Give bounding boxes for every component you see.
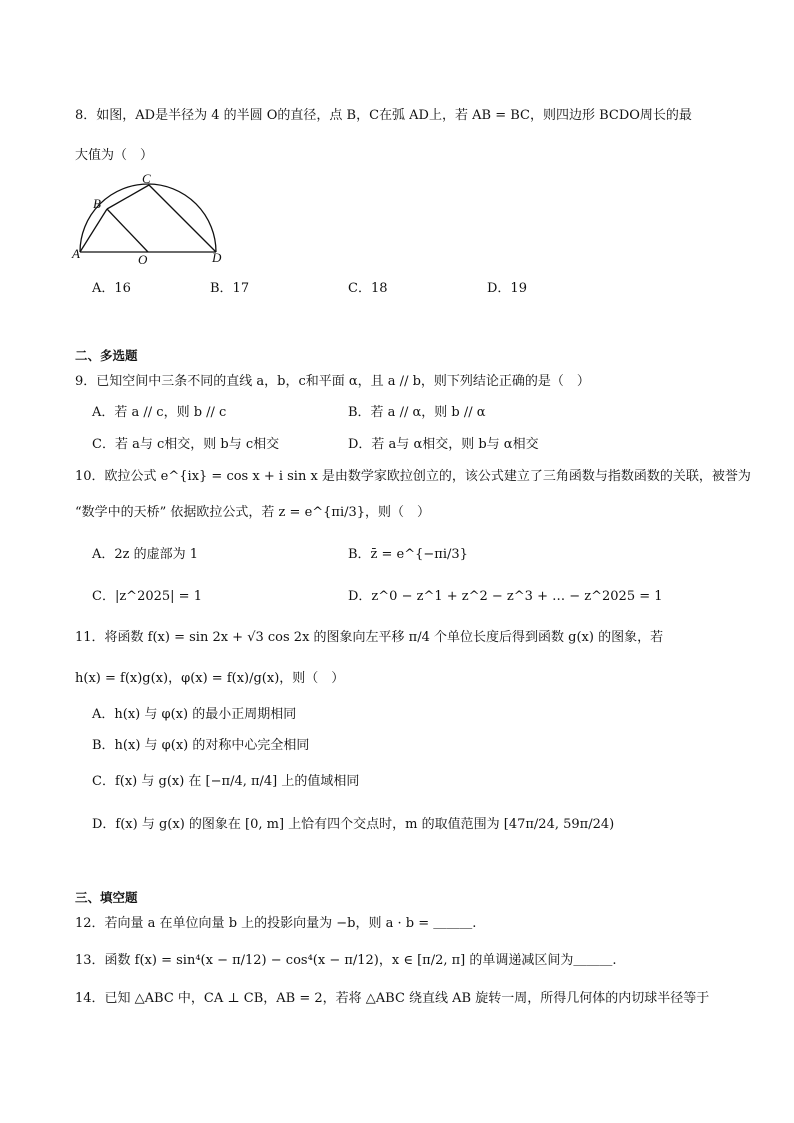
q9-option-a: A．若 a // c，则 b // c	[92, 405, 227, 420]
q8-option-d: D．19	[487, 281, 527, 296]
q10-option-d: D．z^0 − z^1 + z^2 − z^3 + … − z^2025 = 1	[348, 589, 663, 604]
q8-line2: 大值为（ ）	[75, 148, 154, 163]
q10-option-b: B．z̄ = e^{−πi/3}	[348, 547, 468, 562]
q10-option-c: C．|z^2025| = 1	[92, 589, 202, 604]
q9-stem: 9．已知空间中三条不同的直线 a，b，c和平面 α，且 a // b，则下列结论正确的是（ ）	[75, 374, 590, 389]
q10-option-a: A．2z 的虚部为 1	[92, 547, 199, 562]
q13-line: 13．函数 f(x) = sin⁴(x − π/12) − cos⁴(x − π/12)，x ∈ [π/2, π] 的单调递减区间为＿＿＿.	[75, 953, 617, 968]
q11-option-d: D．f(x) 与 g(x) 的图象在 [0, m] 上恰有四个交点时，m 的取值范围为 [47π/24, 59π/24)	[92, 817, 615, 832]
q9-option-c: C．若 a与 c相交，则 b与 c相交	[92, 437, 280, 452]
label-C: C	[142, 172, 151, 186]
q11-option-b: B．h(x) 与 φ(x) 的对称中心完全相同	[92, 738, 310, 753]
q14-line: 14．已知 △ABC 中，CA ⊥ CB，AB = 2，若将 △ABC 绕直线 AB 旋转一周，所得几何体的内切球半径等于	[75, 991, 710, 1006]
semicircle-figure	[70, 172, 230, 267]
q8-option-c: C．18	[348, 281, 388, 296]
q10-line1: 10．欧拉公式 e^{ix} = cos x + i sin x 是由数学家欧拉创立的，该公式建立了三角函数与指数函数的关联，被誉为	[75, 469, 751, 484]
q8-line1: 8．如图，AD是半径为 4 的半圆 O的直径，点 B，C在弧 AD上，若 AB = BC，则四边形 BCDO周长的最	[75, 108, 692, 123]
q12-line: 12．若向量 a 在单位向量 b 上的投影向量为 −b，则 a · b = ＿＿＿.	[75, 916, 477, 931]
section-heading-fill: 三、填空题	[75, 890, 138, 905]
q9-option-b: B．若 a // α，则 b // α	[348, 405, 486, 420]
q11-line2: h(x) = f(x)g(x)，φ(x) = f(x)/g(x)，则（ ）	[75, 671, 345, 686]
q11-line1: 11．将函数 f(x) = sin 2x + √3 cos 2x 的图象向左平移 π/4 个单位长度后得到函数 g(x) 的图象，若	[75, 630, 664, 645]
label-D: D	[212, 250, 222, 265]
q11-option-c: C．f(x) 与 g(x) 在 [−π/4, π/4] 上的值域相同	[92, 774, 360, 789]
q10-line2: “数学中的天桥” 依据欧拉公式，若 z = e^{πi/3}，则（ ）	[75, 505, 431, 520]
label-B: B	[93, 196, 101, 211]
q8-option-b: B．17	[210, 281, 250, 296]
label-A: A	[72, 246, 80, 261]
q11-option-a: A．h(x) 与 φ(x) 的最小正周期相同	[92, 707, 297, 722]
section-heading-multi: 二、多选题	[75, 348, 138, 363]
label-O: O	[138, 252, 148, 267]
q9-option-d: D．若 a与 α相交，则 b与 α相交	[348, 437, 539, 452]
q8-option-a: A．16	[92, 281, 131, 296]
